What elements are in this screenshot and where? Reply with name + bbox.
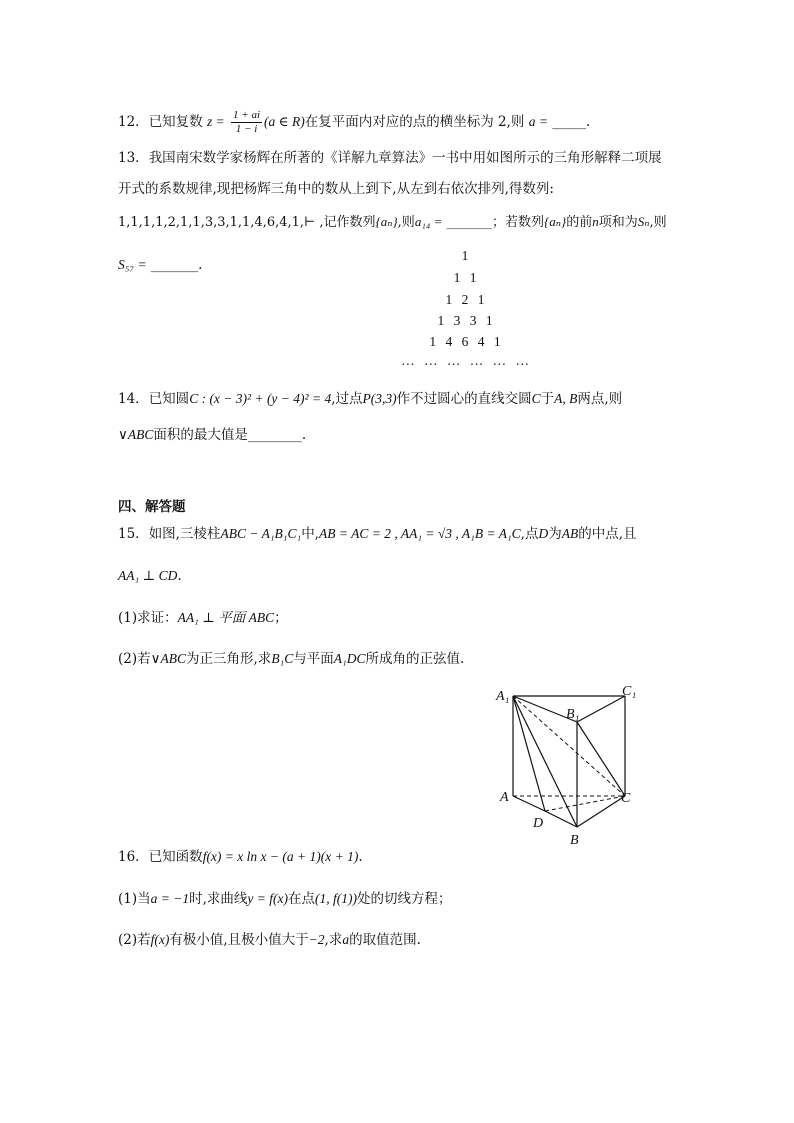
q13-line3-d: 的前 bbox=[566, 215, 593, 230]
q13-s57: S₅₇ = bbox=[118, 257, 147, 272]
q15-text-d: 为 bbox=[548, 526, 562, 542]
q15-line1 bbox=[118, 527, 637, 542]
label-a1: A₁ bbox=[496, 689, 510, 704]
triangle-row-5: 1 4 6 4 1 bbox=[429, 334, 501, 349]
q15-p1-math: AA₁ ⊥ 平面 ABC bbox=[177, 610, 275, 625]
q16-func: f(x) = x ln x − (a + 1)(x + 1) bbox=[202, 849, 359, 864]
triangle-row-6: … … … … … … bbox=[401, 353, 529, 368]
label-c1: C₁ bbox=[622, 684, 637, 699]
q16-p2-a-var: a bbox=[342, 932, 350, 947]
q15-line2 bbox=[118, 569, 182, 584]
label-b1: B₁ bbox=[566, 707, 580, 722]
q16-p1-cond: a = −1 bbox=[150, 891, 190, 906]
q13-line1 bbox=[118, 152, 662, 166]
q12-frac-num: 1 + ai bbox=[233, 109, 261, 121]
triangle-row-3: 1 2 1 bbox=[445, 292, 485, 307]
q16-number: 16． bbox=[118, 849, 149, 865]
q16-p1-b: 时,求曲线 bbox=[189, 891, 248, 907]
q15-p1-end: ； bbox=[274, 610, 288, 626]
section-heading: 四、解答题 bbox=[118, 499, 186, 515]
q15-p2-d: 所成角的正弦值. bbox=[365, 651, 465, 667]
q15-part2 bbox=[118, 652, 464, 667]
q14-triangle: ∨ABC bbox=[118, 427, 154, 442]
q13-line3 bbox=[118, 215, 667, 229]
q16-p1-d: 处的切线方程； bbox=[356, 891, 452, 907]
q13-blank1: _______ bbox=[446, 215, 493, 230]
q14-c: C bbox=[531, 391, 541, 406]
q15-cond2: AA₁ ⊥ CD bbox=[118, 568, 178, 583]
q15-p2-a: (2)若 bbox=[118, 651, 151, 667]
q16-p1-curve: y = f(x) bbox=[247, 891, 288, 906]
q12-z-eq: z = bbox=[206, 114, 225, 129]
q16-p2-val: −2 bbox=[308, 932, 325, 947]
edge-a1-d bbox=[513, 696, 545, 811]
q13-line1-text: 我国南宋数学家杨辉在所著的《详解九章算法》一书中用如图所示的三角形解释二项展 bbox=[148, 150, 662, 166]
q14-point: P(3,3) bbox=[362, 391, 397, 406]
q15-part1 bbox=[118, 611, 288, 626]
q16-part2 bbox=[118, 933, 421, 948]
q13-n: n bbox=[592, 214, 599, 229]
label-d: D bbox=[533, 816, 544, 831]
q13-line3-f: ,则 bbox=[649, 215, 667, 230]
q15-p2-c: 与平面 bbox=[293, 651, 334, 667]
q16-p2-a: (2)若 bbox=[118, 932, 151, 948]
q15-d: D bbox=[538, 526, 549, 541]
q12-number: 12． bbox=[118, 114, 149, 130]
q13-line2 bbox=[118, 183, 554, 197]
edge-d-b bbox=[545, 811, 577, 827]
q15-p2-b1c: B₁C bbox=[271, 651, 294, 666]
q15-p2-plane: A₁DC bbox=[333, 651, 366, 666]
q12-fraction bbox=[231, 110, 262, 135]
q15-text-c: ,点 bbox=[520, 526, 539, 542]
q14-number: 14． bbox=[118, 391, 149, 407]
q16-p2-c: ,求 bbox=[324, 932, 343, 948]
q12-text-b: 在复平面内对应的点的横坐标为 2,则 bbox=[304, 114, 525, 130]
q16-p2-fx: f(x) bbox=[150, 932, 170, 947]
q14-text-a: 已知圆 bbox=[148, 391, 190, 407]
q13-line4 bbox=[118, 258, 202, 273]
q16-part1 bbox=[118, 892, 451, 907]
q13-line3-e: 项和为 bbox=[598, 215, 638, 230]
q14-circle: C : (x − 3)² + (y − 4)² = 4 bbox=[189, 391, 332, 406]
triangle-row-2: 1 1 bbox=[453, 270, 477, 285]
q13-sn: Sₙ bbox=[637, 214, 650, 229]
q14-blank: ________. bbox=[247, 427, 307, 443]
q13-line3-a: ,记作数列 bbox=[315, 215, 376, 230]
q16-end: . bbox=[358, 849, 363, 865]
q15-cond2-end: . bbox=[177, 568, 182, 584]
edge-a-d bbox=[513, 796, 545, 811]
q14-line2-text: 面积的最大值是 bbox=[153, 427, 248, 443]
q13-a14: a₁₄ = bbox=[414, 214, 443, 229]
q16-p1-c: 在点 bbox=[288, 891, 315, 907]
q13-line3-c: ；若数列 bbox=[492, 215, 545, 230]
q14-text-d: 于 bbox=[540, 391, 555, 407]
q12-a-eq: a = bbox=[528, 114, 548, 129]
prism-figure bbox=[490, 680, 650, 850]
q14-line1 bbox=[118, 392, 622, 407]
q13-line2-text: 开式的系数规律,现把杨辉三角中的数从上到下,从左到右依次排列,得数列: bbox=[118, 181, 554, 197]
q12-frac-den: 1 − i bbox=[235, 123, 258, 135]
q16-text-a: 已知函数 bbox=[148, 849, 203, 865]
q16-p2-b: 有极小值,且极小值大于 bbox=[169, 932, 309, 948]
q14-text-e: 两点,则 bbox=[577, 391, 623, 407]
triangle-row-4: 1 3 3 1 bbox=[437, 313, 493, 328]
triangle-row-1: 1 bbox=[461, 248, 469, 263]
q13-an-2: {aₙ} bbox=[544, 214, 567, 229]
label-c: C bbox=[621, 791, 631, 806]
q12-blank: _____. bbox=[552, 114, 591, 130]
label-b: B bbox=[570, 833, 579, 848]
label-a: A bbox=[500, 790, 509, 805]
q16-p2-d: 的取值范围. bbox=[349, 932, 421, 948]
q15-text-a: 如图,三棱柱 bbox=[148, 526, 221, 542]
q13-an: {aₙ} bbox=[375, 214, 398, 229]
q15-prism: ABC − A₁B₁C₁ bbox=[220, 526, 302, 541]
q14-line2 bbox=[118, 428, 306, 443]
q15-text-b: 中, bbox=[301, 526, 319, 542]
q14-text-b: ,过点 bbox=[331, 391, 363, 407]
q12-text-a: 已知复数 bbox=[148, 114, 203, 130]
q13-blank2: _______. bbox=[150, 257, 203, 273]
q12-line bbox=[118, 110, 590, 135]
q16-line1 bbox=[118, 850, 363, 865]
q15-ab: AB bbox=[561, 526, 579, 541]
q15-p1-label: (1)求证： bbox=[118, 610, 178, 626]
q15-p2-b: 为正三角形,求 bbox=[186, 651, 272, 667]
q14-text-c: 作不过圆心的直线交圆 bbox=[396, 391, 532, 407]
q16-p1-point: (1, f(1)) bbox=[315, 891, 357, 906]
q12-cond: (a ∈ R) bbox=[264, 114, 305, 129]
q13-sequence: 1,1,1,1,2,1,1,3,3,1,1,4,6,4,1,⊢ bbox=[118, 215, 316, 230]
q14-ab: A, B bbox=[554, 391, 578, 406]
q15-text-e: 的中点,且 bbox=[578, 526, 637, 542]
q13-line3-b: ,则 bbox=[397, 215, 415, 230]
q15-cond1: AB = AC = 2 , AA₁ = √3 , A₁B = A₁C bbox=[318, 526, 521, 541]
edge-b1-c bbox=[577, 722, 625, 796]
q15-p2-tri: ∨ABC bbox=[150, 651, 187, 666]
q16-p1-a: (1)当 bbox=[118, 891, 151, 907]
edge-b1-c1 bbox=[577, 696, 625, 722]
q13-number: 13． bbox=[118, 150, 149, 166]
q15-number: 15． bbox=[118, 526, 149, 542]
